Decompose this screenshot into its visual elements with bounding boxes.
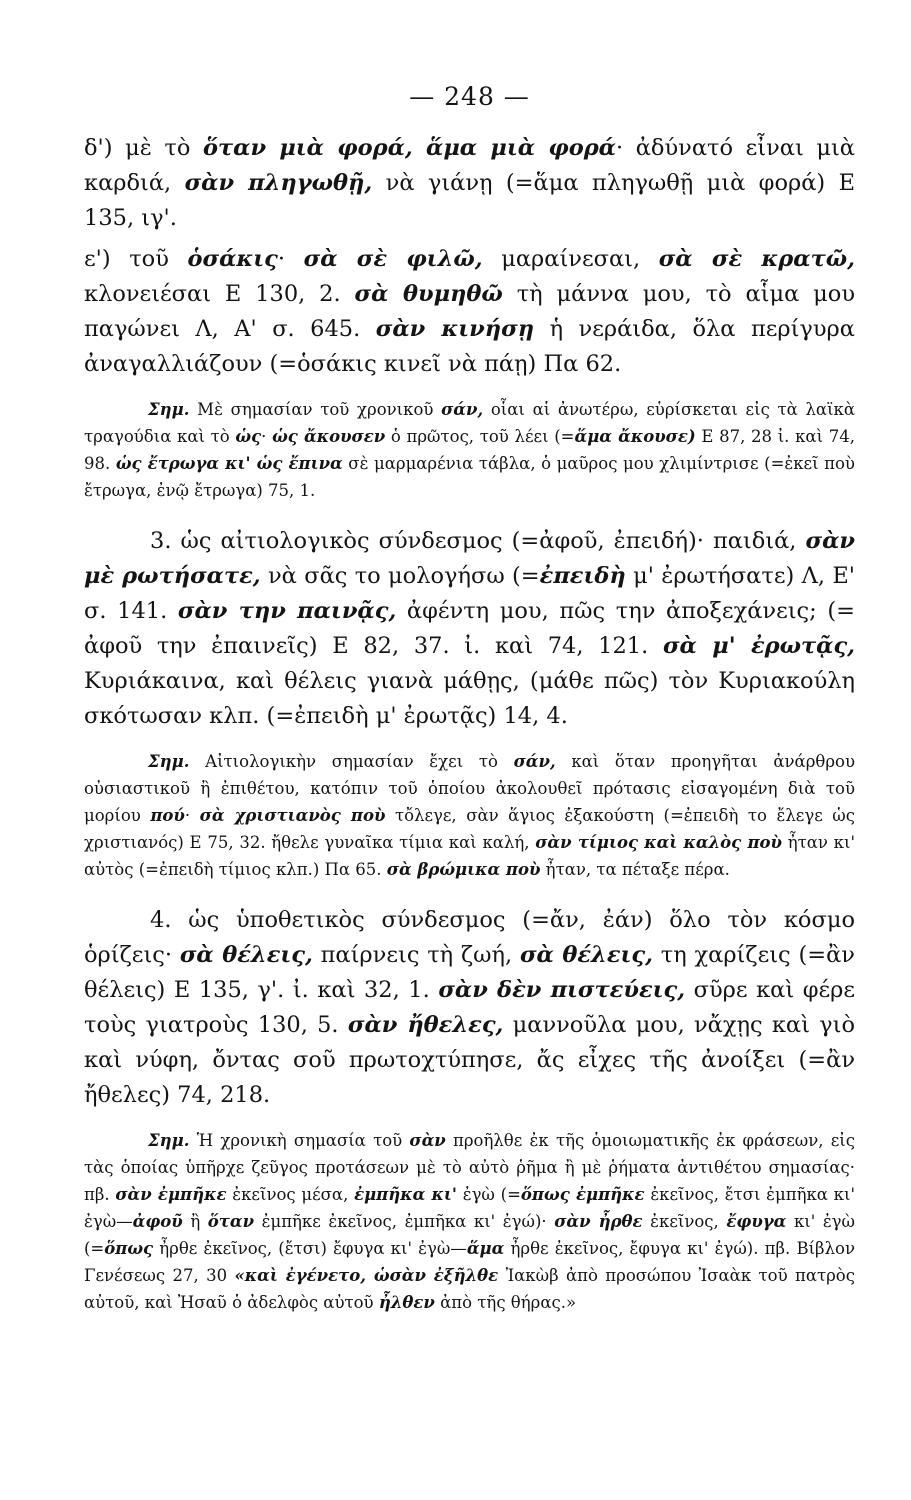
text-run: ἦρθε ἐκεῖνος, ἔφυγα κι' ἐγώ). πβ. Βίβλον Γενέσεως 27, 30: [84, 1239, 855, 1285]
text-run: μαννοῦλα μου, νἄχῃς καὶ γιὸ καὶ νύφη, ὄντας σοῦ πρωτοχτύπησε, ἄς εἶχες τῆς ἀνοίξει (=ἂν ἤθελες) 74, 218.: [84, 1012, 855, 1108]
emphasis-phrase: Σημ.: [148, 1131, 190, 1150]
text-run: 3. ὡς αἰτιολογικὸς σύνδεσμος (=ἀφοῦ, ἐπειδή)· παιδιά,: [150, 528, 806, 554]
emphasis-phrase: σὰν ἦρθε: [554, 1212, 643, 1231]
text-run: προῆλθε ἐκ τῆς ὁμοιωματικῆς ἐκ φράσεων, εἰς τὰς ὁποίας ὑπῆρχε ζεῦγος προτάσεων μὲ τὸ αὐτὸ ῥῆμα ἢ μὲ ῥήματα ἀντιθέτου σημασίας· πβ.: [84, 1131, 855, 1204]
emphasis-phrase: σὰν μὲ ρωτήσατε,: [84, 528, 855, 589]
text-run: τη χαρίζεις (=ἂν θέλεις) Ε 135, γ'. ἰ. καὶ 32, 1.: [84, 942, 855, 1003]
text-run: ἐμπῆκε ἐκεῖνος, ἐμπῆκα κι' ἐγώ)·: [254, 1212, 555, 1231]
emphasis-phrase: ὅταν μιὰ φορά, ἅμα μιὰ φορά: [202, 135, 616, 161]
emphasis-phrase: «καὶ ἐγένετο, ὡσὰν ἐξῆλθε: [234, 1266, 499, 1285]
emphasis-phrase: σὰ θέλεις,: [519, 942, 653, 968]
text-paragraph: [84, 903, 855, 1113]
text-run: ἐκεῖνος,: [642, 1212, 727, 1231]
emphasis-phrase: σὰ σὲ κρατῶ,: [658, 246, 855, 272]
text-run: Ἰακὼβ ἀπὸ προσώπου Ἰσαὰκ τοῦ πατρὸς αὐτοῦ, καὶ Ἠσαῦ ὁ ἀδελφὸς αὐτοῦ: [84, 1266, 855, 1312]
text-run: σὲ μαρμαρένια τάβλα, ὁ μαῦρος μου χλιμίντρισε (=ἐκεῖ ποὺ ἔτρωγα, ἐνῷ ἔτρωγα) 75, 1.: [84, 454, 855, 500]
text-run: ε') τοῦ: [84, 246, 188, 272]
text-run: μαραίνεσαι,: [482, 246, 659, 272]
emphasis-phrase: ὡς ἔτρωγα κι' ὡς ἔπινα: [115, 454, 343, 473]
emphasis-phrase: σὰ μ' ἐρωτᾷς,: [662, 633, 855, 659]
text-run: ὁ πρῶτος, τοῦ λέει (=: [385, 427, 575, 446]
emphasis-phrase: ἐμπῆκα κι': [354, 1185, 457, 1204]
emphasis-phrase: ἦλθεν: [378, 1293, 435, 1312]
emphasis-phrase: ὅταν: [207, 1212, 255, 1231]
text-run: ἦρθε ἐκεῖνος, (ἔτσι) ἔφυγα κι' ἐγὼ—: [153, 1239, 467, 1258]
emphasis-phrase: σάν,: [441, 400, 484, 419]
text-run: κι' ἐγὼ (=: [84, 1212, 855, 1258]
text-run: παίρνεις τὴ ζωή,: [312, 942, 520, 968]
text-run: ·: [261, 427, 273, 446]
text-run: ἐκεῖνος, ἔτσι ἐμπῆκα κι' ἐγὼ—: [84, 1185, 855, 1231]
text-run: ἦταν κι' αὐτὸς (=ἐπειδὴ τίμιος κλπ.) Πα 65.: [84, 833, 855, 879]
emphasis-phrase: ἅμα ἄκουσε): [574, 427, 696, 446]
emphasis-phrase: ὅπως ἐμπῆκε: [520, 1185, 645, 1204]
emphasis-phrase: Σημ.: [148, 752, 190, 771]
emphasis-phrase: σὰν ἤθελες,: [347, 1012, 504, 1038]
emphasis-phrase: σὰν τίμιος καὶ καλὸς ποὺ: [535, 833, 782, 852]
emphasis-phrase: ὅπως: [104, 1239, 154, 1258]
text-run: τὄλεγε, σὰν ἅγιος ἐξακούστη (=ἐπειδὴ το ἔλεγε ὡς χριστιανός) Ε 75, 32. ἤθελε γυναῖκα τίμια καὶ καλή,: [84, 806, 855, 852]
emphasis-phrase: σὰν την παινᾷς,: [177, 598, 397, 624]
emphasis-phrase: ὡς: [235, 427, 262, 446]
emphasis-phrase: ὁσάκις: [187, 246, 278, 272]
emphasis-phrase: σὰ θυμηθῶ: [354, 281, 503, 307]
text-run: μ' ἐρωτήσατε) Λ, Ε' σ. 141.: [84, 563, 855, 624]
emphasis-phrase: σὰν κινήσῃ: [375, 316, 535, 342]
text-paragraph: [84, 524, 855, 734]
text-run: Ἡ χρονικὴ σημασία τοῦ: [189, 1131, 410, 1150]
text-run: ἡ νεράιδα, ὅλα περίγυρα ἀναγαλλιάζουν (=ὁσάκις κινεῖ νὰ πάῃ) Πα 62.: [84, 316, 855, 377]
note-paragraph: [84, 396, 855, 504]
text-run: ἢ: [182, 1212, 208, 1231]
emphasis-phrase: πού: [150, 806, 185, 825]
text-paragraph: [84, 131, 855, 236]
text-run: ἐγὼ (=: [456, 1185, 521, 1204]
emphasis-phrase: ὡς ἄκουσεν: [272, 427, 386, 446]
text-run: κλονειέσαι Ε 130, 2.: [84, 281, 355, 307]
text-run: ἐκεῖνος μέσα,: [226, 1185, 355, 1204]
text-run: ·: [277, 246, 304, 272]
page-number: — 248 —: [409, 82, 530, 111]
note-paragraph: [84, 748, 855, 883]
body-text: [84, 131, 855, 1316]
text-run: σῦρε καὶ φέρε τοὺς γιατροὺς 130, 5.: [84, 977, 855, 1038]
emphasis-phrase: ἅμα: [466, 1239, 505, 1258]
text-run: Ε 87, 28 ἰ. καὶ 74, 98.: [84, 427, 855, 473]
note-paragraph: [84, 1127, 855, 1316]
text-paragraph: [84, 242, 855, 382]
text-run: νὰ γιάνῃ (=ἅμα πληγωθῇ μιὰ φορά) Ε 135, ιγ'.: [84, 170, 855, 231]
emphasis-phrase: σὰν δὲν πιστεύεις,: [438, 977, 686, 1003]
emphasis-phrase: σὰ χριστιανὸς ποὺ: [199, 806, 386, 825]
text-run: οἷαι αἱ ἀνωτέρω, εὑρίσκεται εἰς τὰ λαϊκὰ τραγούδια καὶ τὸ: [84, 400, 855, 446]
emphasis-phrase: ἔφυγα: [726, 1212, 787, 1231]
emphasis-phrase: σὰν πληγωθῇ,: [184, 170, 373, 196]
emphasis-phrase: σάν,: [513, 752, 556, 771]
text-run: ἀφέντη μου, πῶς την ἀποξεχάνεις; (= ἀφοῦ την ἐπαινεῖς) Ε 82, 37. ἰ. καὶ 74, 121.: [84, 598, 856, 659]
text-run: Αἰτιολογικὴν σημασίαν ἔχει τὸ: [189, 752, 514, 771]
text-run: ἀπὸ τῆς θήρας.»: [434, 1293, 577, 1312]
emphasis-phrase: Σημ.: [148, 400, 190, 419]
text-run: ἦταν, τα πέταξε πέρα.: [540, 860, 730, 879]
text-run: νὰ σᾶς το μολογήσω (=: [260, 563, 540, 589]
emphasis-phrase: σὰν: [409, 1131, 446, 1150]
text-run: Μὲ σημασίαν τοῦ χρονικοῦ: [189, 400, 442, 419]
emphasis-phrase: σὰ βρώμικα ποὺ: [386, 860, 541, 879]
text-run: ·: [184, 806, 200, 825]
text-run: καὶ ὅταν προηγῆται ἀνάρθρου οὐσιαστικοῦ ἢ ἐπιθέτου, κατόπιν τοῦ ὁποίου ἀκολουθεῖ πρότασις εἰσαγομένη διὰ τοῦ μορίου: [84, 752, 855, 825]
text-run: 4. ὡς ὑποθετικὸς σύνδεσμος (=ἄν, ἐάν) ὅλο τὸν κόσμο ὁρίζεις·: [84, 907, 855, 968]
text-run: Κυριάκαινα, καὶ θέλεις γιανὰ μάθῃς, (μάθε πῶς) τὸν Κυριακούλη σκότωσαν κλπ. (=ἐπειδὴ μ' ἐρωτᾷς) 14, 4.: [84, 668, 855, 729]
text-run: δ') μὲ τὸ: [84, 135, 203, 161]
emphasis-phrase: ἐπειδὴ: [539, 563, 626, 589]
emphasis-phrase: ἀφοῦ: [132, 1212, 183, 1231]
text-run: τὴ μάννα μου, τὸ αἷμα μου παγώνει Λ, Α' σ. 645.: [84, 281, 855, 342]
emphasis-phrase: σὰ θέλεις,: [179, 942, 313, 968]
emphasis-phrase: σὰ σὲ φιλῶ,: [303, 246, 483, 272]
emphasis-phrase: σὰν ἐμπῆκε: [115, 1185, 227, 1204]
text-run: · ἀδύνατό εἶναι μιὰ καρδιά,: [84, 135, 856, 196]
